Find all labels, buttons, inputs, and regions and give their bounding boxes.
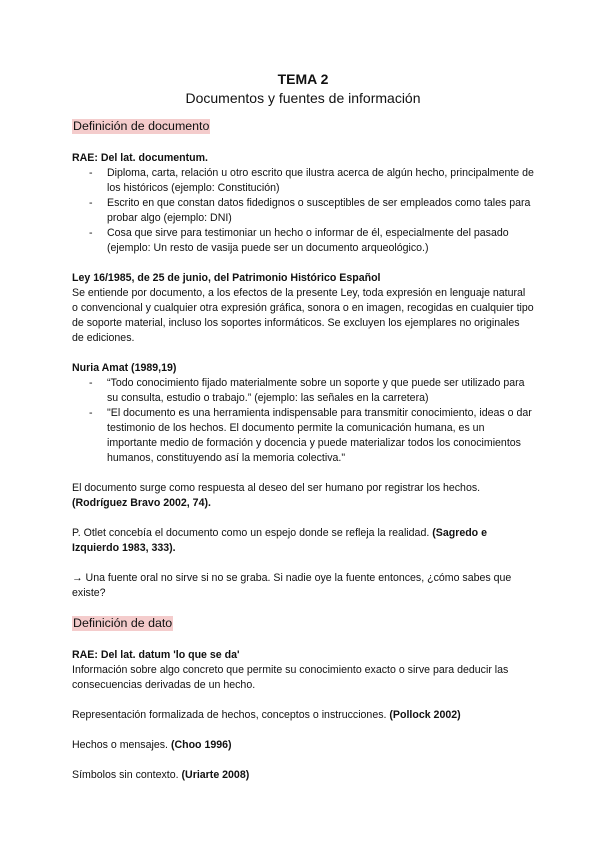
ley-heading: Ley 16/1985, de 25 de junio, del Patrimonio Histórico Español (72, 272, 381, 284)
arrow-icon: → (72, 572, 83, 584)
citation: (Sagredo e Izquierdo 1983, 333). (72, 527, 487, 554)
list-item: - Escrito en que constan datos fidedignos o susceptibles de ser empleados como tales para probar algo (ejemplo: DNI) (89, 197, 531, 224)
dash-marker: - (89, 377, 93, 389)
paragraph-fuente-oral: → Una fuente oral no sirve si no se graba. Si nadie oye la fuente entonces, ¿cómo sabes que existe? (72, 572, 512, 599)
rae-documento-list (72, 166, 534, 256)
citation: (Choo 1996) (170, 739, 232, 751)
dash-marker: - (89, 197, 93, 209)
dash-marker: - (89, 167, 93, 179)
dash-marker: - (89, 227, 93, 239)
page-subtitle: Documentos y fuentes de información (185, 90, 421, 106)
citation: (Uriarte 2008) (181, 769, 250, 781)
paragraph-rodriguez: El documento surge como respuesta al deseo del ser humano por registrar los hechos. (Rodríguez Bravo 2002, 74). (72, 482, 481, 509)
rae-dato-heading: RAE: Del lat. datum 'lo que se da' (72, 649, 240, 661)
list-item: - “Todo conocimiento fijado materialmente sobre un soporte y que puede ser utilizado para su consulta, estudio o trabajo.” (ejemplo: las señales en la carretera) (89, 377, 525, 404)
ley-text: Se entiende por documento, a los efectos de la presente Ley, toda expresión en lenguaje natural o convencional y cualquier otra expresión gráfica, sonora o en imagen, recogidas en cualquier tipo de soporte material, incluso los soportes informáticos. Se excluyen los ejemplares no originales de ediciones. (72, 287, 534, 344)
paragraph-uriarte: Símbolos sin contexto. (Uriarte 2008) (72, 769, 250, 781)
paragraph-otlet: P. Otlet concebía el documento como un espejo donde se refleja la realidad. (Sagredo e Izquierdo 1983, 333). (72, 527, 487, 554)
document-page (72, 70, 534, 783)
list-item: - Cosa que sirve para testimoniar un hecho o informar de él, especialmente del pasado (ejemplo: Un resto de vasija puede ser un documento arqueológico.) (89, 227, 509, 254)
rae-documento-heading: RAE: Del lat. documentum. (72, 152, 208, 164)
section-heading-dato: Definición de dato (73, 616, 173, 630)
amat-list (72, 376, 534, 466)
amat-heading: Nuria Amat (1989,19) (72, 362, 177, 374)
list-item: - Diploma, carta, relación u otro escrito que ilustra acerca de algún hecho, principalmente de los históricos (ejemplo: Constitución) (89, 167, 534, 194)
paragraph-choo: Hechos o mensajes. (Choo 1996) (72, 739, 232, 751)
section-heading-documento: Definición de documento (73, 119, 210, 133)
paragraph-pollock: Representación formalizada de hechos, conceptos o instrucciones. (Pollock 2002) (72, 709, 461, 721)
dash-marker: - (89, 407, 93, 419)
rae-dato-text: Información sobre algo concreto que permite su conocimiento exacto o sirve para deducir las consecuencias derivadas de un hecho. (72, 664, 509, 691)
list-item: - "El documento es una herramienta indispensable para transmitir conocimiento, ideas o dar testimonio de los hechos. El documento permite la comunicación humana, es un importante medio de formación y docencia y puede materializar todos los conocimientos humanos, constituyendo así la memoria colectiva." (89, 407, 532, 464)
page-title: TEMA 2 (277, 71, 329, 87)
citation: (Rodríguez Bravo 2002, 74). (72, 497, 211, 509)
citation: (Pollock 2002) (389, 709, 461, 721)
